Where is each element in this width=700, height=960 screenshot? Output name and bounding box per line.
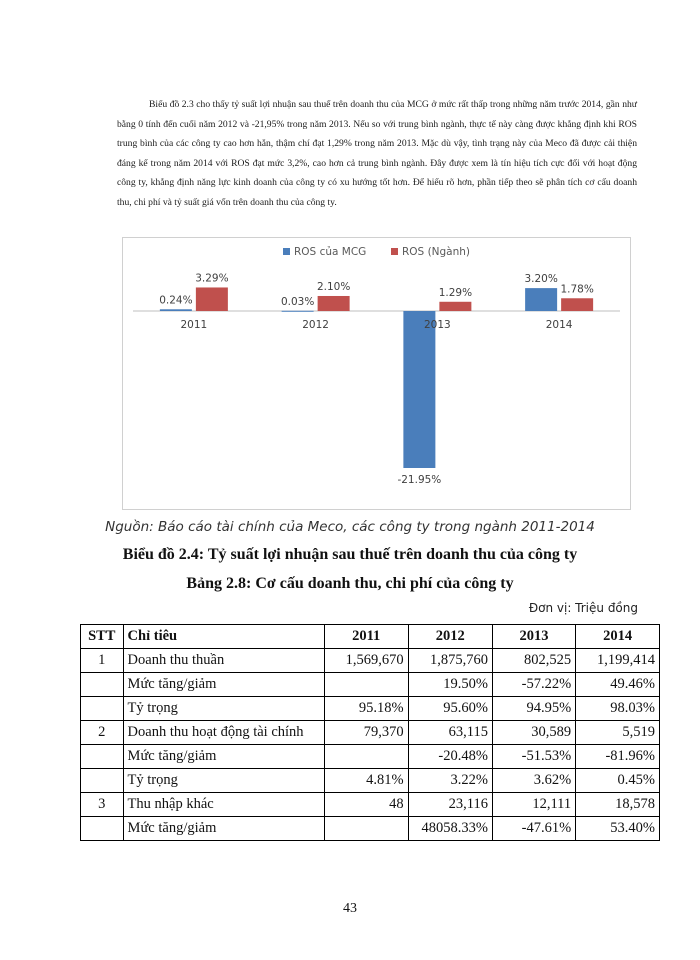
cell-2012: 1,875,760 bbox=[408, 649, 492, 673]
cell-2011: 1,569,670 bbox=[324, 649, 408, 673]
page-number: 43 bbox=[343, 901, 357, 916]
paragraph-line: trên doanh thu của công ty. bbox=[232, 196, 337, 208]
cell-indicator: Tỷ trọng bbox=[123, 769, 324, 793]
cell-2011 bbox=[324, 817, 408, 841]
category-label: 2013 bbox=[424, 319, 451, 331]
bar-industry bbox=[196, 287, 228, 311]
data-label: 1.29% bbox=[438, 286, 473, 299]
table-row bbox=[81, 697, 660, 721]
data-label: -21.95% bbox=[397, 474, 442, 486]
paragraph-line: tế này càng được khẳng định khi ROS trung bình của các công ty cao hơn hẳn, thậm chí đạt 1,29% trong năm 2013. bbox=[117, 118, 637, 149]
chart-caption: Biểu đồ 2.4: Tỷ suất lợi nhuận sau thuế trên doanh thu của công ty bbox=[122, 546, 578, 563]
chart-source: Nguồn: Báo cáo tài chính của Meco, các công ty trong ngành 2011-2014 bbox=[105, 519, 595, 535]
table-row bbox=[81, 649, 660, 673]
cell-2014: 0.45% bbox=[576, 769, 660, 793]
cell-2012: 95.60% bbox=[408, 697, 492, 721]
bar-mcg bbox=[282, 311, 314, 312]
cell-indicator: Tỷ trọng bbox=[123, 697, 324, 721]
table-row bbox=[81, 673, 660, 697]
cell-2014: 18,578 bbox=[576, 793, 660, 817]
table-row bbox=[81, 793, 660, 817]
cell-2013: 3.62% bbox=[492, 769, 575, 793]
category-label: 2011 bbox=[180, 319, 208, 331]
category-label: 2012 bbox=[302, 319, 329, 331]
cell-stt bbox=[81, 769, 124, 793]
cell-2013: 30,589 bbox=[492, 721, 575, 745]
bar-mcg bbox=[525, 288, 557, 311]
paragraph-line: Mặc dù vậy, tình trạng này của Meco đã được cải thiện đáng kể trong năm 2014 với ROS đạt mức 3,2%, cao hơn cả bbox=[117, 138, 637, 169]
cell-2011: 95.18% bbox=[324, 697, 408, 721]
data-label: 2.10% bbox=[316, 280, 351, 293]
unit-note: Đơn vị: Triệu đồng bbox=[528, 601, 638, 615]
cell-2012: 63,115 bbox=[408, 721, 492, 745]
bar-industry bbox=[561, 298, 593, 311]
cell-2014: -81.96% bbox=[576, 745, 660, 769]
legend-swatch bbox=[283, 248, 290, 255]
table-row bbox=[81, 769, 660, 793]
paragraph-line: công ty có xu hướng tốt hơn. Để hiểu rõ hơn, phần tiếp theo sẽ phân tích cơ cấu doanh thu, chi phí và tỷ suất giá vốn bbox=[117, 177, 637, 208]
ros-chart bbox=[122, 237, 631, 510]
header-2012: 2012 bbox=[408, 625, 492, 649]
cell-stt: 1 bbox=[81, 649, 124, 673]
data-label: 0.24% bbox=[159, 294, 193, 307]
cell-2013: -51.53% bbox=[492, 745, 575, 769]
cell-2014: 49.46% bbox=[576, 673, 660, 697]
data-label: 3.20% bbox=[524, 273, 558, 286]
cell-stt bbox=[81, 817, 124, 841]
cell-2014: 5,519 bbox=[576, 721, 660, 745]
paragraph-line: trung bình ngành. Đây được xem là tín hiệu tích cực đối với hoạt động công ty, khẳng định năng lực kinh doanh của bbox=[117, 157, 637, 188]
revenue-structure-table bbox=[80, 624, 660, 841]
cell-indicator: Doanh thu thuần bbox=[123, 649, 324, 673]
cell-2011: 79,370 bbox=[324, 721, 408, 745]
cell-indicator: Mức tăng/giảm bbox=[123, 817, 324, 841]
cell-2013: -47.61% bbox=[492, 817, 575, 841]
category-label: 2014 bbox=[545, 319, 573, 331]
cell-indicator: Mức tăng/giảm bbox=[123, 745, 324, 769]
cell-indicator: Doanh thu hoạt động tài chính bbox=[123, 721, 324, 745]
cell-stt: 2 bbox=[81, 721, 124, 745]
cell-stt bbox=[81, 697, 124, 721]
table-caption: Bảng 2.8: Cơ cấu doanh thu, chi phí của công ty bbox=[186, 575, 514, 592]
cell-indicator: Mức tăng/giảm bbox=[123, 673, 324, 697]
ros-chart-svg bbox=[123, 238, 630, 509]
cell-2011 bbox=[324, 745, 408, 769]
cell-2012: 48058.33% bbox=[408, 817, 492, 841]
cell-2011 bbox=[324, 673, 408, 697]
table-row bbox=[81, 721, 660, 745]
cell-2013: -57.22% bbox=[492, 673, 575, 697]
cell-2013: 802,525 bbox=[492, 649, 575, 673]
bar-industry bbox=[439, 302, 471, 311]
bar-mcg bbox=[403, 311, 435, 468]
legend-swatch bbox=[391, 248, 398, 255]
cell-2014: 53.40% bbox=[576, 817, 660, 841]
table-row bbox=[81, 817, 660, 841]
cell-2014: 1,199,414 bbox=[576, 649, 660, 673]
cell-2011: 4.81% bbox=[324, 769, 408, 793]
cell-2011: 48 bbox=[324, 793, 408, 817]
bar-industry bbox=[318, 296, 350, 311]
legend-label: ROS (Ngành) bbox=[402, 246, 471, 258]
cell-2014: 98.03% bbox=[576, 697, 660, 721]
legend-label: ROS của MCG bbox=[294, 246, 367, 258]
cell-2012: 19.50% bbox=[408, 673, 492, 697]
cell-indicator: Thu nhập khác bbox=[123, 793, 324, 817]
header-2011: 2011 bbox=[324, 625, 408, 649]
cell-2013: 94.95% bbox=[492, 697, 575, 721]
table-row bbox=[81, 745, 660, 769]
cell-stt bbox=[81, 673, 124, 697]
header-2013: 2013 bbox=[492, 625, 575, 649]
cell-2012: 3.22% bbox=[408, 769, 492, 793]
data-label: 1.78% bbox=[560, 283, 594, 296]
header-indicator: Chỉ tiêu bbox=[123, 625, 324, 649]
data-label: 0.03% bbox=[280, 295, 315, 308]
header-stt: STT bbox=[81, 625, 124, 649]
table-header-row bbox=[81, 625, 660, 649]
body-paragraph bbox=[117, 95, 637, 212]
paragraph-line: Biểu đồ 2.3 cho thấy tỷ suất lợi nhuận sau thuế trên doanh thu của MCG ở mức rất thấp trong những năm bbox=[149, 99, 557, 110]
cell-2012: 23,116 bbox=[408, 793, 492, 817]
bar-mcg bbox=[160, 309, 192, 311]
cell-2013: 12,111 bbox=[492, 793, 575, 817]
header-2014: 2014 bbox=[576, 625, 660, 649]
data-label: 3.29% bbox=[195, 272, 229, 285]
cell-2012: -20.48% bbox=[408, 745, 492, 769]
paragraph-line: trước 2014, gần như bằng 0 tính đến cuối năm 2012 và -21,95% trong năm 2013. Nếu so với trung bình ngành, thực bbox=[117, 99, 637, 130]
cell-stt bbox=[81, 745, 124, 769]
cell-stt: 3 bbox=[81, 793, 124, 817]
